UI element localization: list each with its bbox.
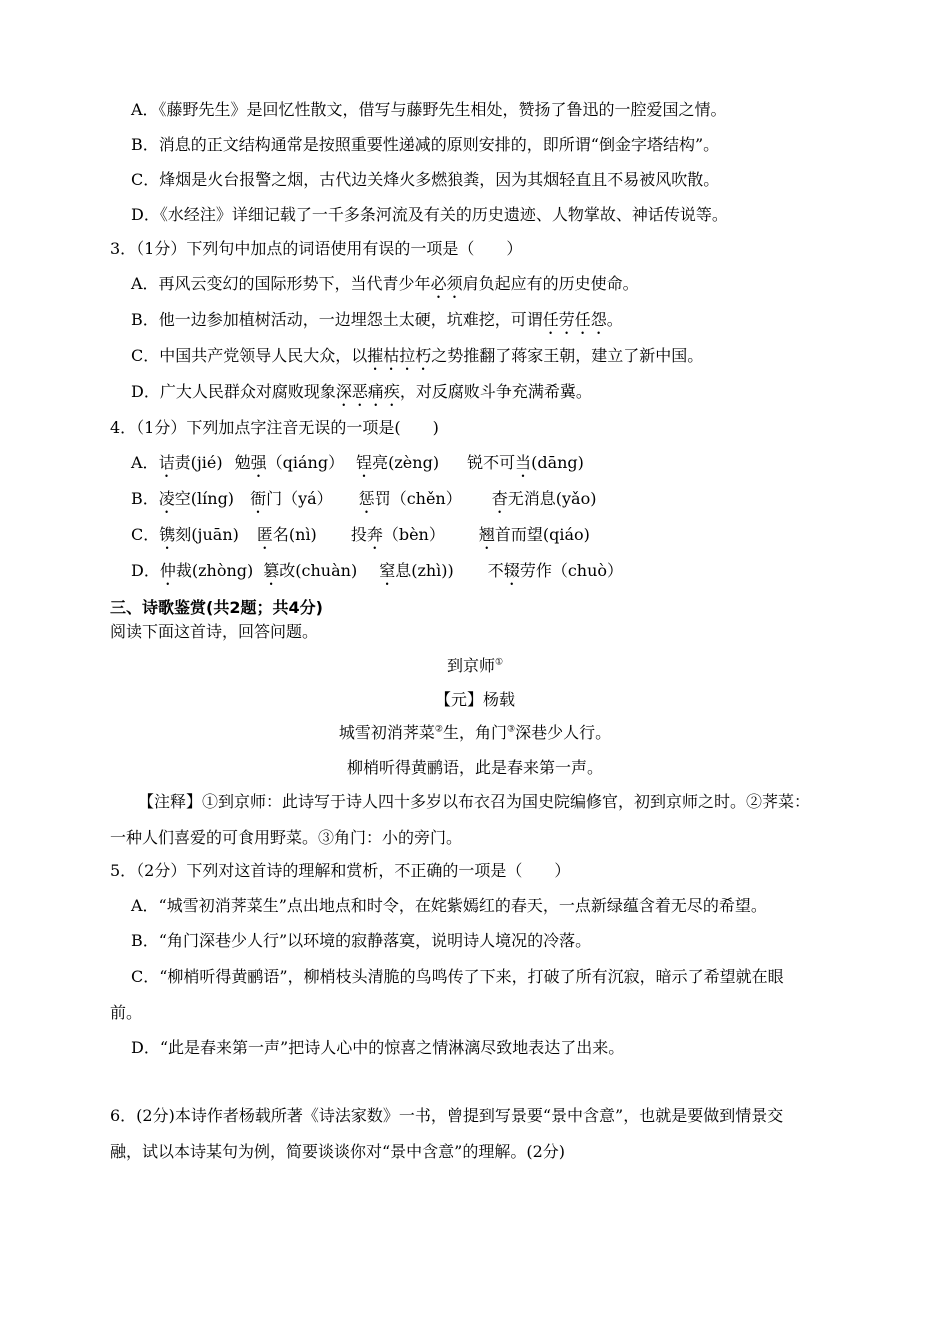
q4-option-b: [131, 488, 596, 517]
q4-d-w4-pre: 不: [487, 561, 504, 580]
q3-c-dotted-word: 摧枯拉朽: [367, 346, 432, 365]
q3-option-b: [131, 309, 623, 338]
q3-a-text-end: 肩负起应有的历史使命。: [462, 274, 639, 293]
q4-a-label: A．: [131, 453, 159, 472]
q4-c-label: C．: [131, 525, 160, 544]
q4-a-w1-dotted: 诘: [158, 453, 175, 472]
q3-d-dotted-word: 深恶痛疾: [335, 382, 400, 401]
poem-line-1-part-c: 深巷少人行。: [515, 723, 612, 742]
q4-option-d: [131, 560, 623, 589]
q5-option-c-line2: 前。: [110, 1003, 143, 1022]
poem-title-text: 到京师: [446, 656, 495, 675]
q4-b-w1-rest: 空(líng): [174, 489, 235, 508]
q3-d-text: D．广大人民群众对腐败现象: [131, 382, 336, 401]
q4-c-w2-rest: 名(nì): [272, 525, 317, 544]
q4-a-w2-dotted: 强: [250, 453, 267, 472]
annotation-line-1: 【注释】①到京师：此诗写于诗人四十多岁以布衣召为国史院编修官，初到京师之时。②荠菜：: [138, 792, 811, 811]
q4-a-w2-rest: （qiáng）: [266, 453, 345, 472]
q5-option-a: A．“城雪初消荠菜生”点出地点和时令，在姹紫嫣红的春天，一点新绿蕴含着无尽的希望。: [131, 896, 767, 915]
q2-option-d: D．《水经注》详细记载了一千多条河流及有关的历史遗迹、人物掌故、神话传说等。: [131, 205, 728, 224]
q2-option-c: C．烽烟是火台报警之烟，古代边关烽火多燃狼粪，因为其烟轻直且不易被风吹散。: [131, 170, 720, 189]
q3-d-text-end: ，对反腐败斗争充满希冀。: [399, 382, 592, 401]
q4-b-w2-rest: 门（yá）: [266, 489, 333, 508]
q4-c-w2-dotted: 匿: [256, 525, 273, 544]
q3-b-text-end: 。: [606, 310, 623, 329]
q4-c-w3-pre: 投: [350, 525, 367, 544]
q3-c-text: C．中国共产党领导人民大众，以: [131, 346, 368, 365]
poem-author: 【元】杨载: [434, 690, 515, 709]
q2-option-a: A．《藤野先生》是回忆性散文，借写与藤野先生相处，赞扬了鲁迅的一腔爱国之情。: [131, 100, 727, 119]
section-intro: 阅读下面这首诗，回答问题。: [110, 622, 319, 641]
q4-d-w4-dotted: 辍: [503, 561, 520, 580]
q4-c-w4-rest: 首而望(qiáo): [494, 525, 590, 544]
section-heading: 三、诗歌鉴赏(共2题；共4分): [110, 598, 323, 617]
q4-d-w1-dotted: 仲: [159, 561, 176, 580]
q3-a-text: A．再风云变幻的国际形势下，当代青少年: [131, 274, 431, 293]
poem-title: [0, 655, 950, 677]
q4-d-w4-rest: 劳作（chuò）: [519, 561, 624, 580]
q5-option-c-line1: C．“柳梢听得黄鹂语”，柳梢枝头清脆的鸟鸣传了下来，打破了所有沉寂，暗示了希望就在眼: [131, 967, 784, 986]
q4-c-w1-dotted: 镌: [159, 525, 176, 544]
poem-line-1-part-a: 城雪初消荠菜: [338, 723, 435, 742]
q4-a-w3-dotted: 锃: [356, 453, 373, 472]
q4-a-w4-pre: 锐不可: [467, 453, 516, 472]
q4-d-w2-rest: 改(chuàn): [279, 561, 358, 580]
q4-c-w1-rest: 刻(juān): [175, 525, 239, 544]
q2-option-b: B．消息的正文结构通常是按照重要性递减的原则安排的，即所谓“倒金字塔结构”。: [131, 135, 720, 154]
q3-b-dotted-word: 任劳任怨: [542, 310, 607, 329]
q6-line-1: 6．(2分)本诗作者杨载所著《诗法家数》一书，曾提到写景要“景中含意”，也就是要做到情景交: [110, 1106, 784, 1125]
q4-a-w4-dotted: 当: [515, 453, 532, 472]
q4-d-w3-rest: 息(zhì)): [395, 561, 454, 580]
q4-d-w3-dotted: 窒: [379, 561, 396, 580]
q4-d-w1-rest: 裁(zhòng): [175, 561, 254, 580]
poem-line-1: [0, 722, 950, 744]
poem-line-2: 柳梢听得黄鹂语，此是春来第一声。: [346, 758, 603, 777]
q4-c-w4-dotted: 翘: [478, 525, 495, 544]
q4-a-w2-pre: 勉: [234, 453, 251, 472]
q5-option-d: D．“此是春来第一声”把诗人心中的惊喜之情淋漓尽致地表达了出来。: [131, 1038, 625, 1057]
q3-option-c: [131, 345, 703, 374]
q4-d-w2-dotted: 篡: [263, 561, 280, 580]
q4-a-w4-rest: (dāng): [531, 453, 584, 472]
q4-a-w1-rest: 责(jié): [174, 453, 223, 472]
q3-c-text-end: 之势推翻了蒋家王朝，建立了新中国。: [431, 346, 704, 365]
q4-b-label: B．: [131, 489, 159, 508]
q3-option-d: [131, 381, 592, 410]
q4-b-w4-rest: 无消息(yǎo): [507, 489, 597, 508]
poem-note-mark-3: ③: [507, 724, 516, 735]
q4-option-a: [131, 452, 584, 481]
q3-stem: 3．（1分）下列句中加点的词语使用有误的一项是（ ）: [110, 239, 523, 258]
q4-b-w3-dotted: 惩: [358, 489, 375, 508]
q5-stem: 5．（2分）下列对这首诗的理解和赏析，不正确的一项是（ ）: [110, 861, 571, 880]
q4-stem: 4．（1分）下列加点字注音无误的一项是( ): [110, 418, 439, 437]
annotation-line-2: 一种人们喜爱的可食用野菜。③角门：小的旁门。: [110, 828, 463, 847]
q5-option-b: B．“角门深巷少人行”以环境的寂静落寞，说明诗人境况的冷落。: [131, 931, 592, 950]
q4-b-w3-rest: 罚（chěn）: [374, 489, 462, 508]
q4-b-w4-dotted: 杳: [491, 489, 508, 508]
q4-d-label: D．: [131, 561, 160, 580]
q4-b-w2-dotted: 衙: [250, 489, 267, 508]
poem-line-1-part-b: 生，角门: [442, 723, 507, 742]
poem-note-mark-2: ②: [434, 724, 443, 735]
q3-a-dotted-word: 必须: [430, 274, 463, 293]
poem-title-note-mark: ①: [494, 657, 504, 668]
q4-b-w1-dotted: 凌: [158, 489, 175, 508]
q3-option-a: [131, 273, 639, 302]
q4-c-w3-dotted: 奔: [366, 525, 383, 544]
q4-option-c: [131, 524, 590, 553]
q3-b-text: B．他一边参加植树活动，一边埋怨土太硬，坑难挖，可谓: [131, 310, 543, 329]
q4-a-w3-rest: 亮(zèng): [372, 453, 440, 472]
q4-c-w3-rest: （bèn）: [382, 525, 445, 544]
q6-line-2: 融，试以本诗某句为例，简要谈谈你对“景中含意”的理解。(2分): [110, 1142, 566, 1161]
